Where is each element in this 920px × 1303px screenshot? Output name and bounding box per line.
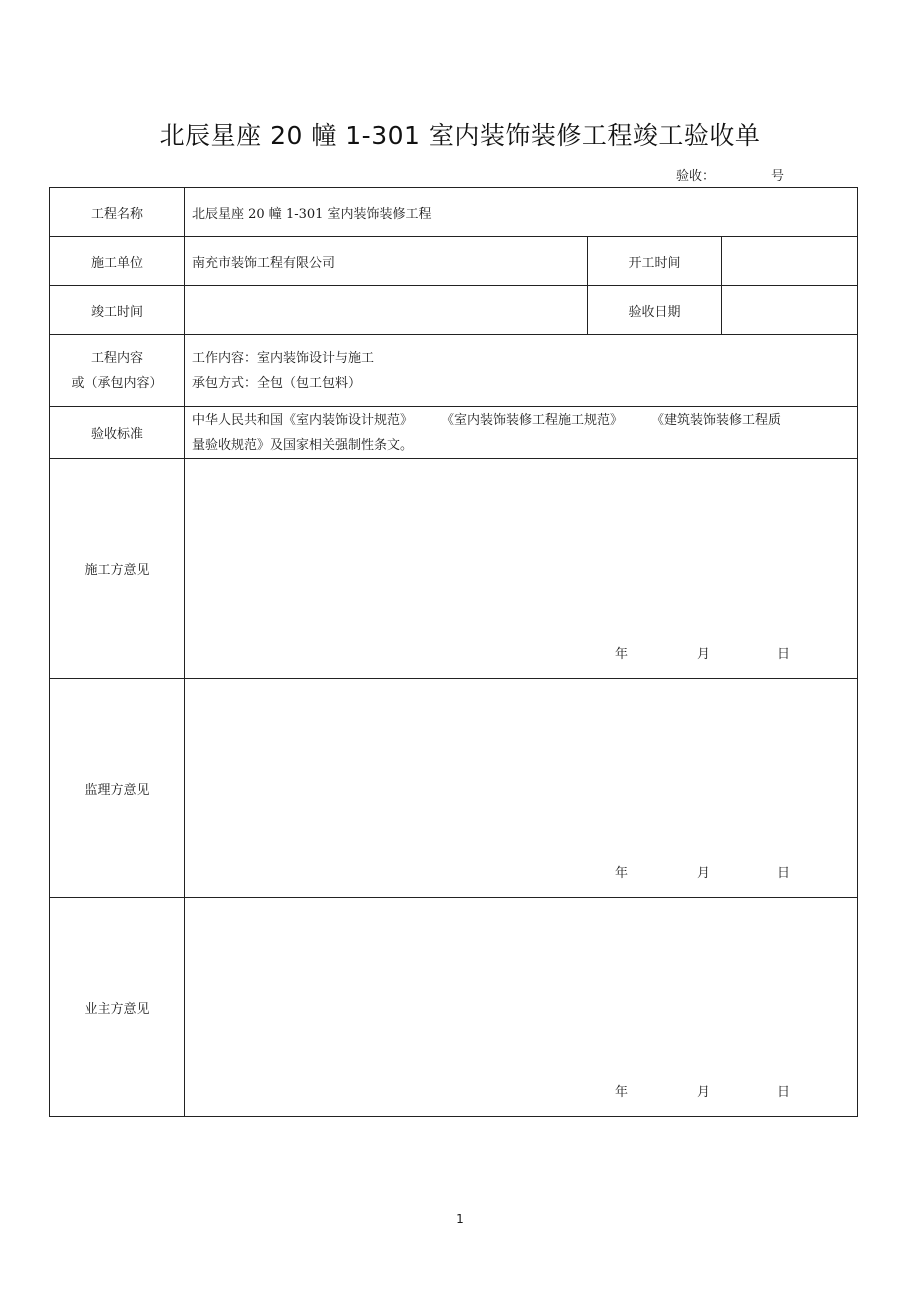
standard-line2: 量验收规范》及国家相关强制性条文。 [192, 437, 414, 453]
content-label [50, 335, 185, 407]
owner-opinion-date [615, 1081, 790, 1100]
supervisor-opinion-date [615, 862, 790, 881]
row-contractor-opinion [50, 459, 858, 679]
contractor-label: 施工单位 [50, 237, 185, 286]
date-month: 月 [697, 1085, 711, 1100]
row-project-name [50, 188, 858, 237]
start-time-label: 开工时间 [588, 237, 722, 286]
row-content [50, 335, 858, 407]
page-number: 1 [456, 1212, 464, 1226]
project-name-value: 北辰星座 20 幢 1-301 室内装饰装修工程 [185, 188, 858, 237]
contractor-opinion-date [615, 643, 790, 662]
project-name-label: 工程名称 [50, 188, 185, 237]
contract-method: 承包方式：全包（包工包料） [192, 375, 362, 391]
receipt-label: 验收： [676, 169, 716, 184]
row-contractor [50, 237, 858, 286]
standard-part1: 中华人民共和国《室内装饰设计规范》 [192, 412, 414, 428]
page-title: 北辰星座 20 幢 1-301 室内装饰装修工程竣工验收单 [159, 121, 761, 150]
receipt-number [676, 165, 784, 184]
contractor-opinion-label: 施工方意见 [50, 459, 185, 679]
date-day: 日 [777, 866, 791, 881]
row-supervisor-opinion [50, 679, 858, 898]
contractor-opinion-field[interactable] [185, 459, 858, 679]
work-content: 工作内容：室内装饰设计与施工 [192, 350, 375, 366]
date-year: 年 [615, 866, 629, 881]
acceptance-date-label: 验收日期 [588, 286, 722, 335]
owner-opinion-label: 业主方意见 [50, 898, 185, 1117]
completion-time-label: 竣工时间 [50, 286, 185, 335]
row-owner-opinion [50, 898, 858, 1117]
owner-opinion-field[interactable] [185, 898, 858, 1117]
start-time-value [722, 237, 858, 286]
content-label-line2: 或（承包内容） [71, 375, 163, 391]
standard-part2: 《室内装饰装修工程施工规范》 [441, 412, 624, 428]
completion-time-value [185, 286, 588, 335]
date-year: 年 [615, 647, 629, 662]
date-day: 日 [777, 1085, 791, 1100]
row-standard [50, 407, 858, 459]
acceptance-form-table [49, 187, 858, 1117]
date-year: 年 [615, 1085, 629, 1100]
content-label-line1: 工程内容 [90, 350, 143, 366]
row-completion [50, 286, 858, 335]
acceptance-date-value [722, 286, 858, 335]
standard-value [185, 407, 858, 459]
standard-part3: 《建筑装饰装修工程质 [651, 412, 782, 428]
date-month: 月 [697, 647, 711, 662]
standard-label: 验收标准 [50, 407, 185, 459]
date-day: 日 [777, 647, 791, 662]
date-month: 月 [697, 866, 711, 881]
content-value [185, 335, 858, 407]
contractor-value: 南充市装饰工程有限公司 [185, 237, 588, 286]
supervisor-opinion-label: 监理方意见 [50, 679, 185, 898]
supervisor-opinion-field[interactable] [185, 679, 858, 898]
receipt-suffix: 号 [771, 169, 785, 184]
